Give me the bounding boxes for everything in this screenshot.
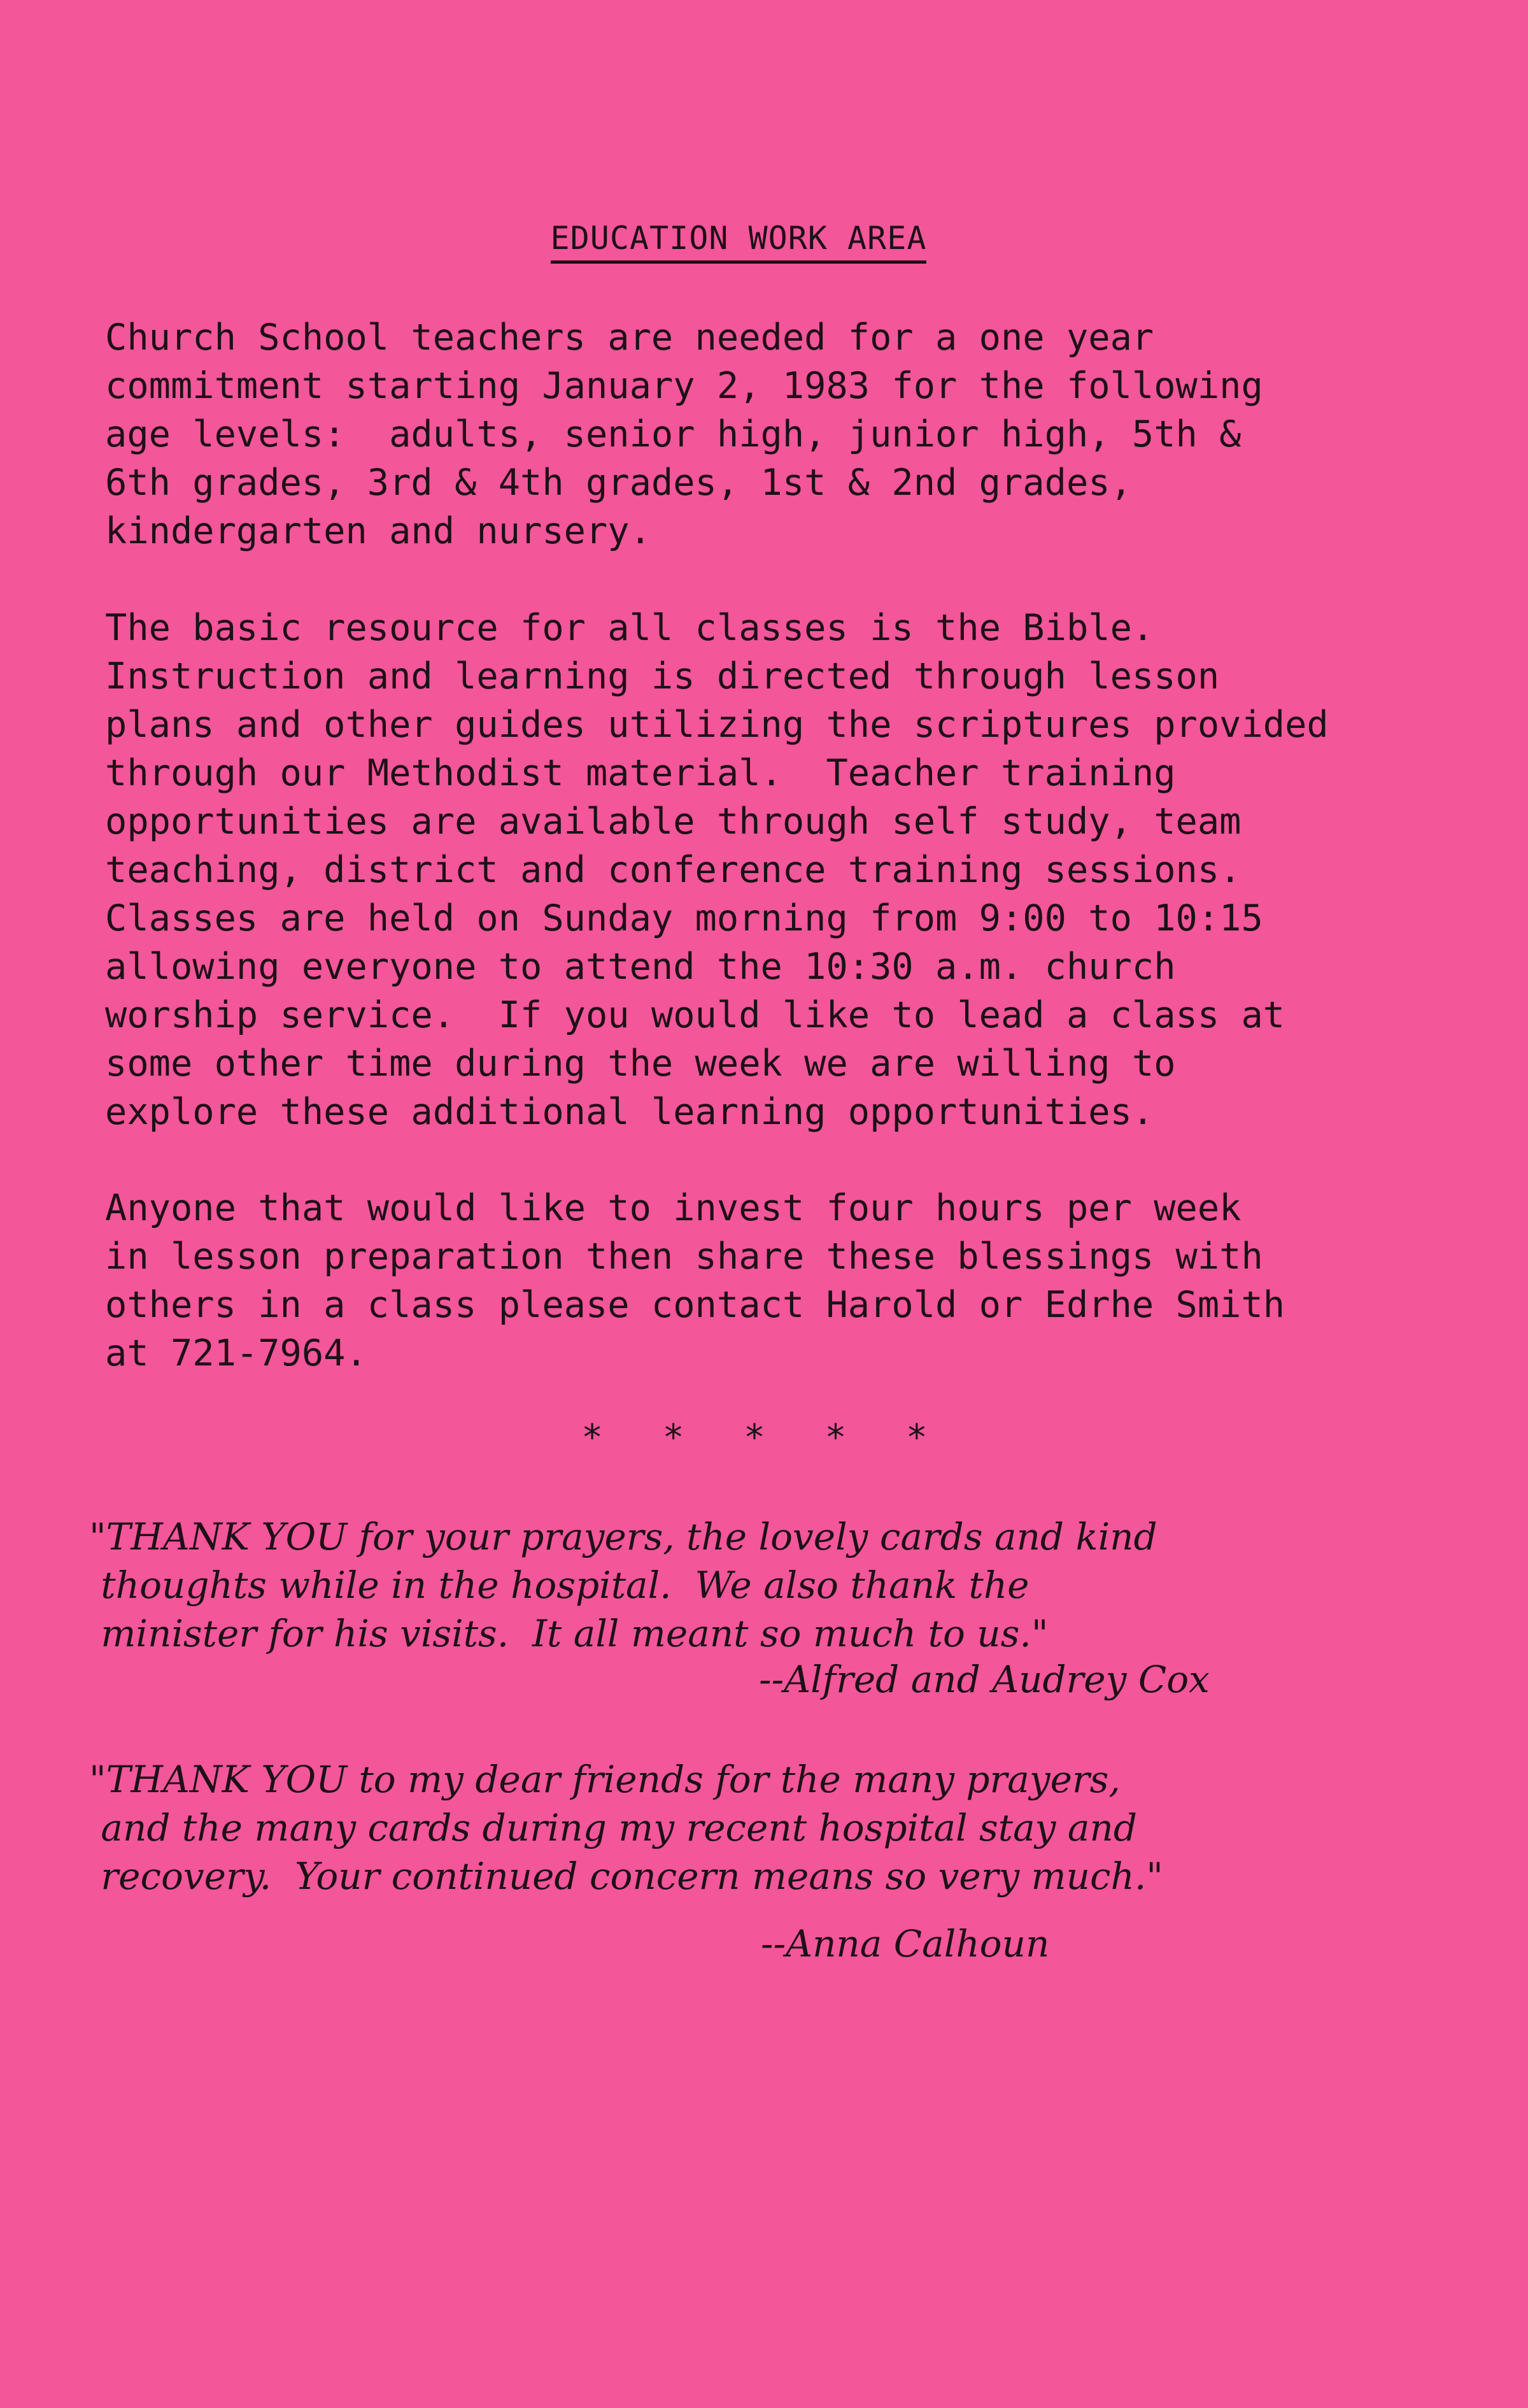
signature-calhoun: --Anna Calhoun <box>761 1922 1050 1965</box>
paragraph-resources: The basic resource for all classes is the Bible. Instruction and learning is directed through lesson plans and other guides utilizing the scriptures provided through our Methodist material. Teacher training opportunities are available through self study, team teaching, district and conference training sessions. Classes are held on Sunday morning from 9:00 to 10:15 allowing everyone to attend the 10:30 a.m. church worship service. If you would like to lead a class at some other time during the week we are willing to explore these additional learning opportunities. <box>105 607 1329 1133</box>
signature-cox: --Alfred and Audrey Cox <box>759 1658 1210 1701</box>
thank-you-note-cox: "THANK YOU for your prayers, the lovely cards and kind thoughts while in the hospital. We also thank the minister for his visits. It all meant so much to us." <box>89 1515 1157 1655</box>
paragraph-teachers-needed: Church School teachers are needed for a one year commitment starting January 2, 1983 for the following age levels: adults, senior high, junior high, 5th & 6th grades, 3rd & 4th grades, 1st & 2nd grades, kindergarten and nursery. <box>105 317 1263 552</box>
page-title-text: EDUCATION WORK AREA <box>551 220 927 264</box>
page-title <box>0 220 1477 264</box>
paragraph-contact: Anyone that would like to invest four hours per week in lesson preparation then share these blessings with others in a class please contact Harold or Edrhe Smith at 721-7964. <box>105 1187 1285 1374</box>
section-separator: * * * * * <box>581 1417 947 1458</box>
thank-you-note-calhoun: "THANK YOU to my dear friends for the many prayers, and the many cards during my recent hospital stay and recovery. Your continued concern means so very much." <box>89 1758 1163 1898</box>
